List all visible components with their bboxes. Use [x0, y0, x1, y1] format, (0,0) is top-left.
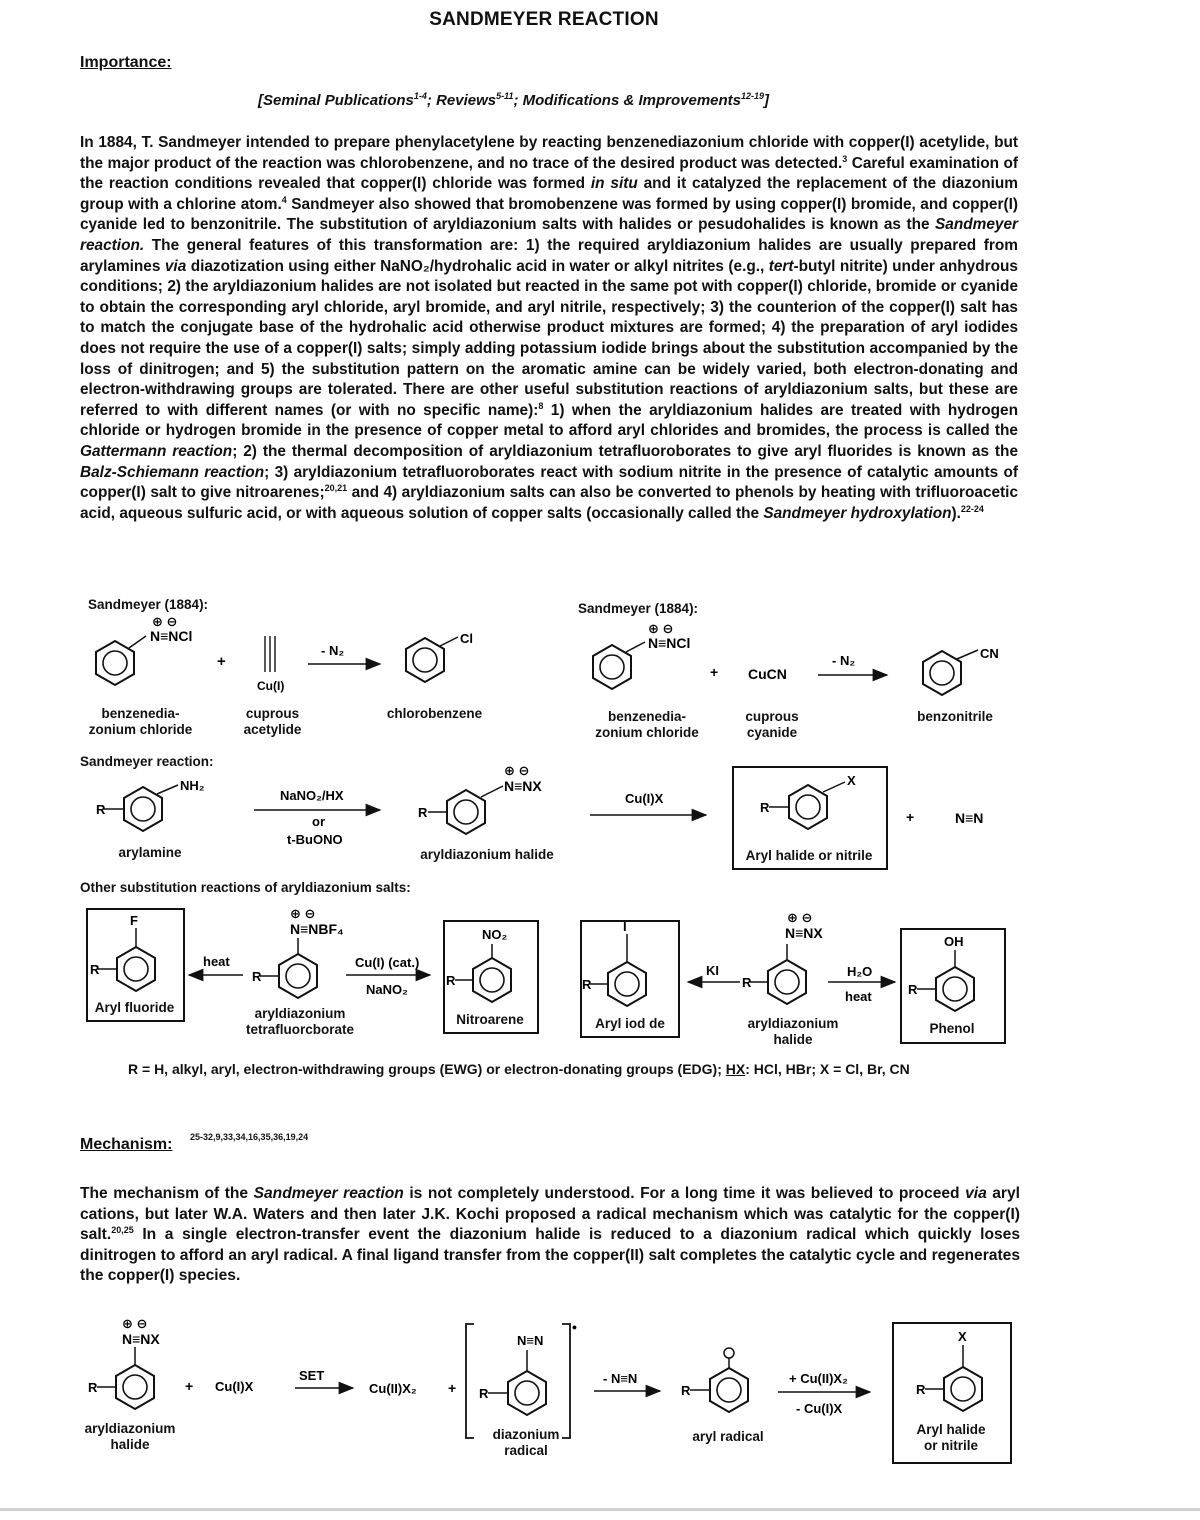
r-group-label: R — [742, 975, 752, 990]
iodine-label: I — [623, 919, 627, 934]
r-group-label: R — [582, 977, 592, 992]
seminal-sup: 1-4 — [413, 91, 427, 101]
page-bottom-edge — [0, 1508, 1200, 1511]
benzene-ring — [116, 1365, 154, 1409]
diazonium-halide-label: N≡NX — [122, 1331, 160, 1347]
benzene-ring — [96, 641, 134, 685]
charges-label: ⊕ ⊖ — [504, 763, 530, 778]
water-label: H₂O — [847, 964, 873, 979]
label-aryldiazonium-tetrafluoroborate: aryldiazonium tetrafluorcborate — [245, 1006, 355, 1037]
label-aryldiazonium-halide: aryldiazonium halide — [84, 1421, 176, 1452]
right-bracket — [562, 1324, 570, 1438]
diazonium-halide-label: N≡NX — [785, 925, 823, 941]
dinitrogen-label: N≡N — [955, 810, 984, 826]
page-title: SANDMEYER REACTION — [429, 9, 659, 30]
benzene-ring — [768, 960, 806, 1004]
reagent-or-label: or — [312, 814, 325, 829]
minus-n2-label: - N₂ — [832, 653, 856, 668]
benzene-ring — [710, 1368, 748, 1412]
diazonium-chloride-label: N≡NCl — [150, 628, 193, 644]
label-aryldiazonium-halide: aryldiazonium halide — [420, 847, 554, 862]
r-group-label: R — [96, 802, 106, 817]
benzene-ring — [406, 638, 444, 682]
intro-paragraph: In 1884, T. Sandmeyer intended to prepare phenylacetylene by reacting benzenediazonium chloride with copper(I) acetylide, but the major product of the reaction was chlorobenzene, and no trace of the desired product was detected.$^3$ Careful examination of the reaction conditions revealed that copper(I) chloride was formed in situ and it catalyzed the replacement of the diazonium group with a chlorine atom.$^4$ Sandmeyer also showed that bromobenzene was formed by using copper(I) bromide, and copper(I) cyanide led to benzonitrile. The substitution of aryldiazonium salts with halides or pesudohalides is known as the Sandmeyer reaction. The general features of this transformation are: 1) the required aryldiazonium halides are usually prepared from arylamines via diazotization using either NaNO₂/hydrohalic acid in water or alkyl nitrites (e.g., tert-butyl nitrite) under anhydrous conditions; 2) the aryldiazonium halides are not isolated but reacted in the same pot with copper(I) chloride, bromide or cyanide to obtain the corresponding aryl chloride, aryl bromide, and aryl nitrile, respectively; 3) the counterion of the copper(I) salt has to match the conjugate base of the hydrohalic acid otherwise product mixtures are formed; 4) the preparation of aryl iodides does not require the use of a copper(I) salts; simply adding potassium iodide brings about the substitution accompanied by the loss of dinitrogen; and 5) the substitution pattern on the aromatic amine can be widely varied, both electron-donating and electron-withdrawing groups are tolerated. There are other useful substitution reactions of aryldiazonium salts, but these are referred to with different names (or with no specific name):$^8$ 1) when the aryldiazonium halides are treated with hydrogen chloride or hydrogen bromide in the presence of copper metal to afford aryl chlorides and bromides, the process is called the Gattermann reaction; 2) the thermal decomposition of aryldiazonium tetrafluoroborates to give aryl fluorides is known as the Balz-Schiemann reaction; 3) aryldiazonium tetrafluoroborates react with sodium nitrite in the presence of catalytic amounts of copper(I) salt to give nitroarenes;$^{20,21}$ and 4) aryldiazonium salts can also be converted to phenols by heating with trifluoroacetic acid, aqueous sulfuric acid, or with aqueous solution of copper salts (occasionally called the Sandmeyer hydroxylation).$^{22-24}$ — [80, 134, 1019, 522]
scheme1-left-title: Sandmeyer (1884): — [88, 597, 209, 612]
heat-label: heat — [203, 954, 230, 969]
label-benzenediazonium: benzenedia- zonium chloride — [88, 706, 193, 737]
label-aryl-halide-nitrile: Aryl halide or nitrile — [745, 848, 873, 863]
label-cuprous-cyanide: cuprous cyanide — [745, 709, 799, 740]
label-chlorobenzene: chlorobenzene — [386, 706, 483, 721]
x-label: X — [958, 1329, 967, 1344]
r-group-label: R — [252, 969, 262, 984]
minus-nn-label: - N≡N — [603, 1371, 638, 1386]
importance-heading: Importance: — [80, 54, 172, 71]
label-aryl-fluoride: Aryl fluoride — [94, 1000, 175, 1015]
chlorine-label: Cl — [460, 631, 473, 646]
charges-label: ⊕ ⊖ — [122, 1316, 148, 1331]
benzene-ring — [447, 790, 485, 834]
x-label: X — [847, 773, 856, 788]
charges-label: ⊕ ⊖ — [290, 906, 316, 921]
mechanism-heading: Mechanism: — [80, 1136, 173, 1153]
seminal-ref: Seminal Publications — [263, 92, 414, 109]
label-aryl-iodide: Aryl iod de — [595, 1016, 665, 1031]
cux-label: Cu(I)X — [625, 791, 664, 806]
label-benzenediazonium: benzenedia- zonium chloride — [595, 709, 699, 740]
label-benzonitrile: benzonitrile — [917, 709, 993, 724]
scheme2-title: Sandmeyer reaction: — [80, 754, 214, 769]
benzene-ring — [508, 1371, 546, 1415]
reagent-tbuono-label: t-BuONO — [287, 832, 343, 847]
scheme-footnote: R = H, alkyl, aryl, electron-withdrawing groups (EWG) or electron-donating groups (EDG); HX: HCl, HBr; X = Cl, Br, CN — [128, 1061, 910, 1077]
scheme1-right-title: Sandmeyer (1884): — [578, 601, 699, 616]
r-group-label: R — [760, 800, 770, 815]
label-aryl-halide-nitrile: Aryl halide or nitrile — [916, 1422, 986, 1453]
mechanism-paragraph: The mechanism of the Sandmeyer reaction is not completely understood. For a long time it was believed to proceed via aryl cations, but later W.A. Waters and then later J.K. Kochi proposed a radical mechanism which was catalytic for the copper(I) salt.$^{20,25}$ In a single electron-transfer event the diazonium halide is reduced to a diazonium radical which quickly loses dinitrogen to afford an aryl radical. A final ligand transfer from the copper(II) salt completes the catalytic cycle and regenerates the copper(I) species. — [80, 1185, 1020, 1285]
plus-sign: + — [906, 809, 915, 825]
charges-label: ⊕ ⊖ — [648, 621, 674, 636]
reviews-ref: Reviews — [436, 92, 497, 109]
label-cuprous-acetylide: cuprous acetylide — [243, 706, 302, 737]
plus-sign: + — [185, 1378, 194, 1394]
label-aryldiazonium-halide: aryldiazonium halide — [747, 1016, 839, 1047]
benzene-ring — [923, 651, 961, 695]
label-nitroarene: Nitroarene — [456, 1012, 524, 1027]
mods-ref: Modifications & Improvements — [522, 92, 742, 109]
left-bracket — [466, 1324, 474, 1438]
minus-n2-label: - N₂ — [321, 643, 345, 658]
r-group-label: R — [908, 982, 918, 997]
label-diazonium-radical: diazonium radical — [492, 1427, 560, 1458]
reviews-sup: 5-11 — [496, 91, 514, 101]
charges-label: ⊕ ⊖ — [152, 614, 178, 629]
cu-cat-label: Cu(I) (cat.) — [355, 955, 420, 970]
cux2-label: Cu(II)X₂ — [369, 1381, 417, 1396]
plus-sign: + — [710, 664, 719, 680]
r-group-label: R — [681, 1383, 691, 1398]
nn-label: N≡N — [517, 1333, 544, 1348]
charges-label: ⊕ ⊖ — [787, 910, 813, 925]
nano2-label: NaNO₂ — [366, 982, 408, 997]
reference-line: [Seminal Publications$^{1-4}$; Reviews$^{5-11}$; Modifications & Improvements$^{12-19}$] — [258, 91, 770, 109]
r-group-label: R — [479, 1386, 489, 1401]
plus-sign: + — [448, 1380, 457, 1396]
heat-label: heat — [845, 989, 872, 1004]
cucn-label: CuCN — [748, 666, 787, 682]
mechanism-refs: 25-32,9,33,34,16,35,36,19,24 — [190, 1132, 309, 1142]
hydroxyl-label: OH — [944, 934, 964, 949]
label-arylamine: arylamine — [118, 845, 182, 860]
ki-label: KI — [706, 963, 719, 978]
scheme3-title: Other substitution reactions of aryldiazonium salts: — [80, 880, 411, 895]
minus-cux-label: - Cu(I)X — [796, 1401, 843, 1416]
diazonium-chloride-label: N≡NCl — [648, 635, 691, 651]
cux-label: Cu(I)X — [215, 1379, 254, 1394]
r-group-label: R — [88, 1380, 98, 1395]
amine-label: NH₂ — [180, 778, 205, 793]
r-group-label: R — [418, 805, 428, 820]
radical-circle — [724, 1348, 734, 1358]
r-group-label: R — [446, 973, 456, 988]
plus-sign: + — [217, 653, 226, 670]
fluorine-label: F — [130, 913, 138, 928]
label-phenol: Phenol — [929, 1021, 975, 1036]
diazonium-halide-label: N≡NX — [504, 778, 542, 794]
label-aryl-radical: aryl radical — [692, 1429, 764, 1444]
diazonium-bf4-label: N≡NBF₄ — [290, 921, 344, 937]
r-group-label: R — [916, 1382, 926, 1397]
set-label: SET — [299, 1368, 325, 1383]
benzene-ring — [593, 645, 631, 689]
reagent-nano2-label: NaNO₂/HX — [280, 788, 344, 803]
benzene-ring — [124, 787, 162, 831]
nitro-label: NO₂ — [482, 927, 508, 942]
benzene-ring — [279, 954, 317, 998]
nitrile-label: CN — [980, 646, 999, 661]
r-group-label: R — [90, 962, 100, 977]
mods-sup: 12-19 — [741, 91, 765, 101]
radical-dot: • — [572, 1319, 577, 1335]
cu-label: Cu(I) — [257, 679, 285, 693]
plus-cux2-label: + Cu(II)X₂ — [789, 1371, 848, 1386]
